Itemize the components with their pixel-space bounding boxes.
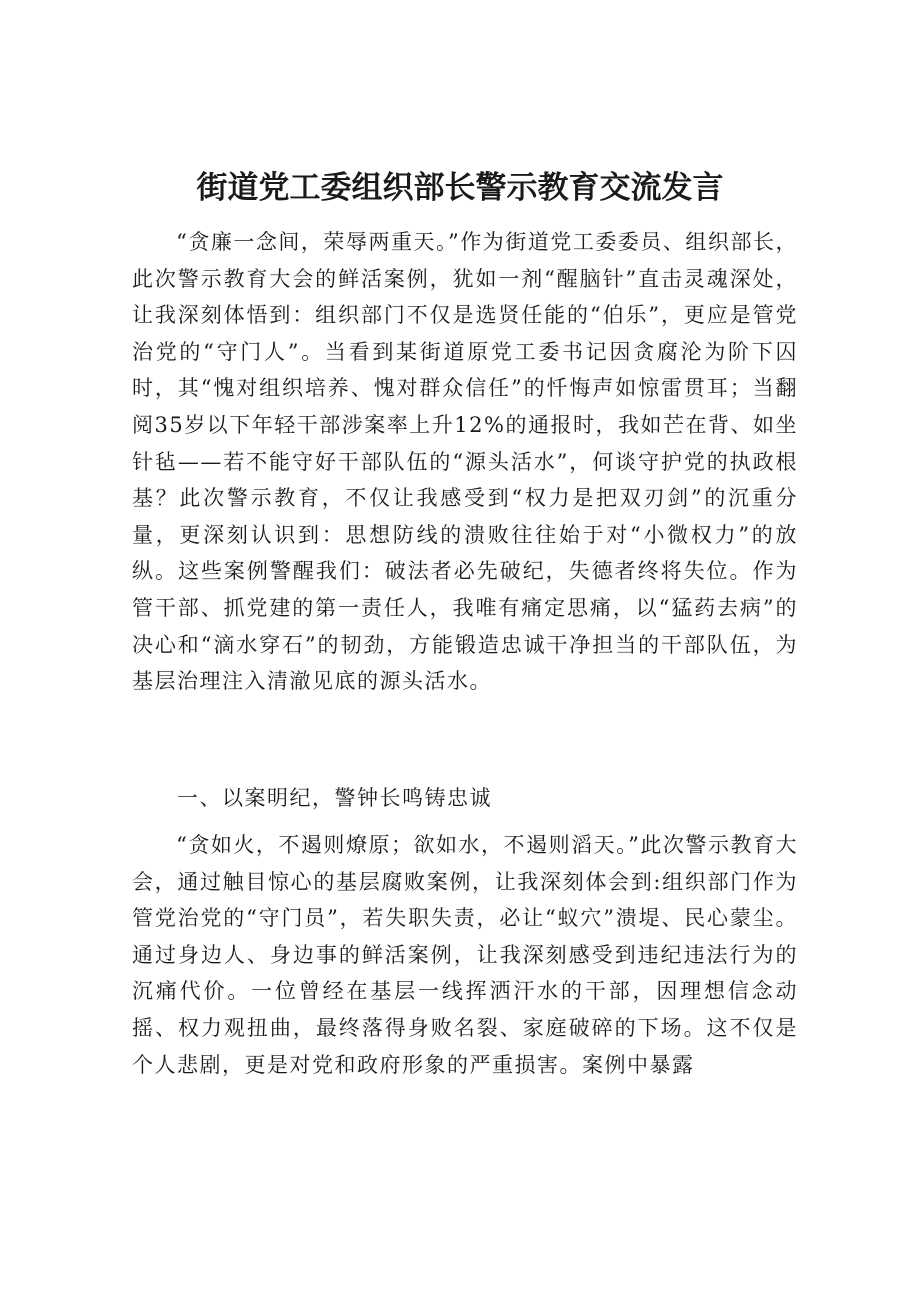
document-title: 街道党工委组织部长警示教育交流发言 [196, 170, 724, 206]
intro-paragraph: “贪廉一念间，荣辱两重天。”作为街道党工委委员、组织部长，此次警示教育大会的鲜活案例，犹如一剂“醒脑针”直击灵魂深处，让我深刻体悟到：组织部门不仅是选贤任能的“伯乐”，更应是管党治党的“守门人”。当看到某街道原党工委书记因贪腐沦为阶下囚时，其“愧对组织培养、愧对群众信任”的忏悔声如惊雷贯耳；当翻阅35岁以下年轻干部涉案率上升12%的通报时，我如芒在背、如坐针毡——若不能守好干部队伍的“源头活水”，何谈守护党的执政根基？此次警示教育，不仅让我感受到“权力是把双刃剑”的沉重分量，更深刻认识到：思想防线的溃败往往始于对“小微权力”的放纵。这些案例警醒我们：破法者必先破纪，失德者终将失位。作为管干部、抓党建的第一责任人，我唯有痛定思痛，以“猛药去病”的决心和“滴水穿石”的韧劲，方能锻造忠诚干净担当的干部队伍，为基层治理注入清澈见底的源头活水。 [132, 230, 798, 694]
section-paragraph: “贪如火，不遏则燎原；欲如水，不遏则滔天。”此次警示教育大会，通过触目惊心的基层腐败案例，让我深刻体会到:组织部门作为管党治党的“守门员”，若失职失责，必让“蚁穴”溃堤、民心蒙尘。通过身边人、身边事的鲜活案例，让我深刻感受到违纪违法行为的沉痛代价。一位曾经在基层一线挥洒汗水的干部，因理想信念动摇、权力观扭曲，最终落得身败名裂、家庭破碎的下场。这不仅是个人悲剧，更是对党和政府形象的严重损害。案例中暴露 [132, 833, 798, 1077]
section-heading: 一、以案明纪，警钟长鸣铸忠诚 [177, 786, 492, 810]
